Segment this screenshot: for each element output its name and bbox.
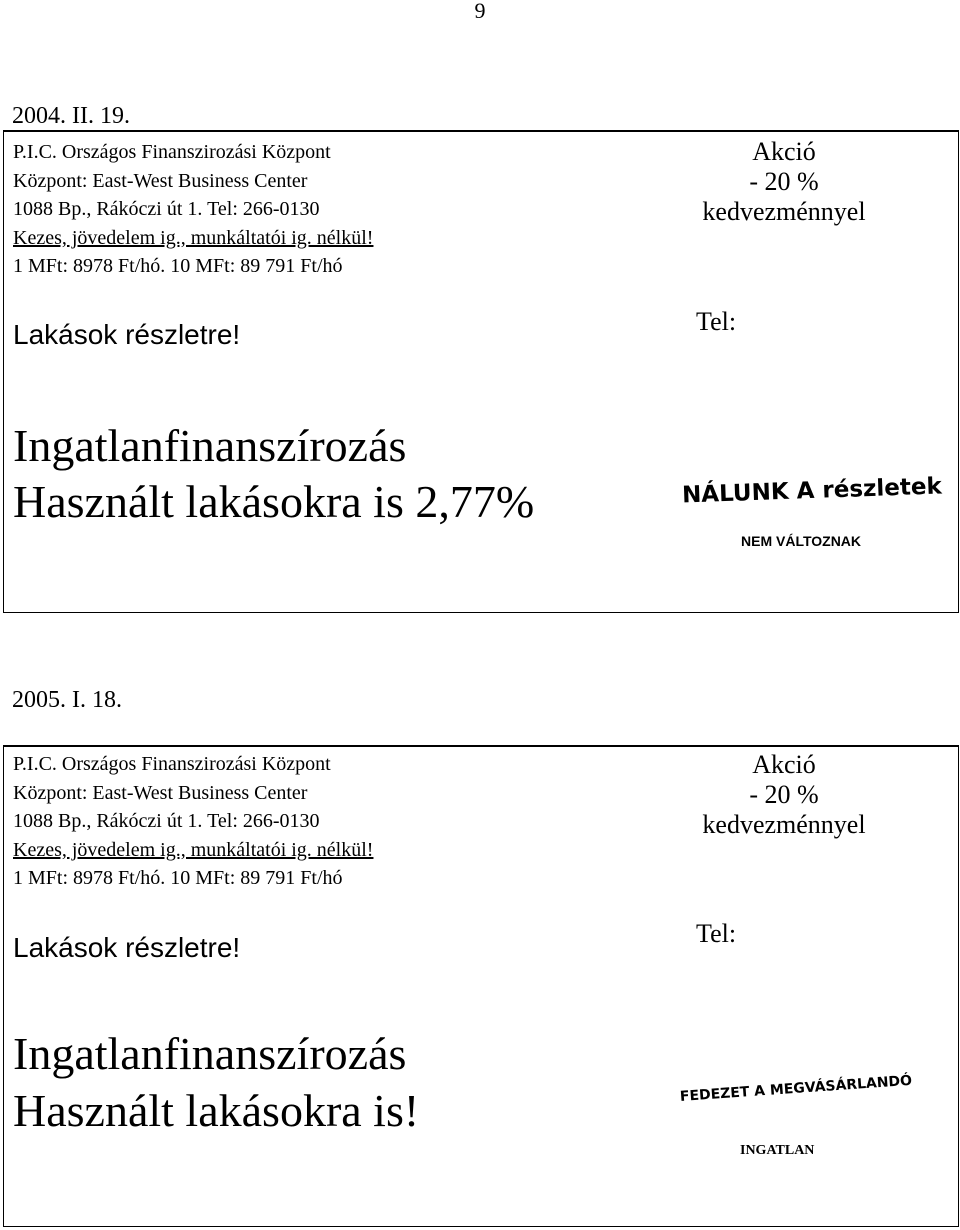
page-number: 9 xyxy=(474,0,486,23)
ad-1-lakasok: Lakások részletre! xyxy=(13,319,241,350)
ad-1-headline: Ingatlanfinanszírozás xyxy=(13,420,407,471)
akcio-line: kedvezménnyel xyxy=(702,197,866,226)
info-line: 1088 Bp., Rákóczi út 1. Tel: 266-0130 xyxy=(13,810,320,833)
info-line: Kezes, jövedelem ig., munkáltatói ig. nélkül! xyxy=(13,838,374,861)
info-line: Központ: East-West Business Center xyxy=(13,781,308,804)
info-line: 1 MFt: 8978 Ft/hó. 10 MFt: 89 791 Ft/hó xyxy=(13,255,343,278)
ad-2-lakasok: Lakások részletre! xyxy=(13,932,241,963)
info-line: 1 MFt: 8978 Ft/hó. 10 MFt: 89 791 Ft/hó xyxy=(13,867,343,890)
ad-2-tel: Tel: xyxy=(696,919,737,948)
info-line: P.I.C. Országos Finanszirozási Központ xyxy=(13,753,331,775)
ad-2-info xyxy=(13,750,373,893)
akcio-line: Akció xyxy=(752,137,816,166)
ad-2-headline: Ingatlanfinanszírozás xyxy=(13,1028,407,1079)
akcio-line: Akció xyxy=(752,750,816,779)
akcio-line: kedvezménnyel xyxy=(702,810,866,839)
ad-1-info xyxy=(13,138,373,281)
info-line: Kezes, jövedelem ig., munkáltatói ig. nélkül! xyxy=(13,226,374,249)
ad-2-akcio xyxy=(664,750,904,840)
ad-2-box xyxy=(3,745,959,1227)
ad-1-box xyxy=(3,130,959,613)
ad-1-subheadline: Használt lakásokra is 2,77% xyxy=(13,476,535,527)
ad-2-wordart: FEDEZET A MEGVÁSÁRLANDÓ xyxy=(679,1072,913,1105)
ad-2-date: 2005. I. 18. xyxy=(12,687,122,713)
ad-1-wordart: NÁLUNK A részletek xyxy=(681,473,943,509)
ad-1-akcio xyxy=(664,137,904,227)
ad-1-tel: Tel: xyxy=(696,307,737,336)
info-line: Központ: East-West Business Center xyxy=(13,169,308,192)
ad-1-date: 2004. II. 19. xyxy=(12,103,130,129)
ad-1-wordart-sub: NEM VÁLTOZNAK xyxy=(741,533,862,549)
info-line: P.I.C. Országos Finanszirozási Központ xyxy=(13,141,331,163)
akcio-line: - 20 % xyxy=(749,167,819,196)
info-line: 1088 Bp., Rákóczi út 1. Tel: 266-0130 xyxy=(13,198,320,221)
akcio-line: - 20 % xyxy=(749,780,819,809)
ad-2-subheadline: Használt lakásokra is! xyxy=(13,1085,420,1136)
ad-2-wordart-sub: INGATLAN xyxy=(740,1143,815,1158)
